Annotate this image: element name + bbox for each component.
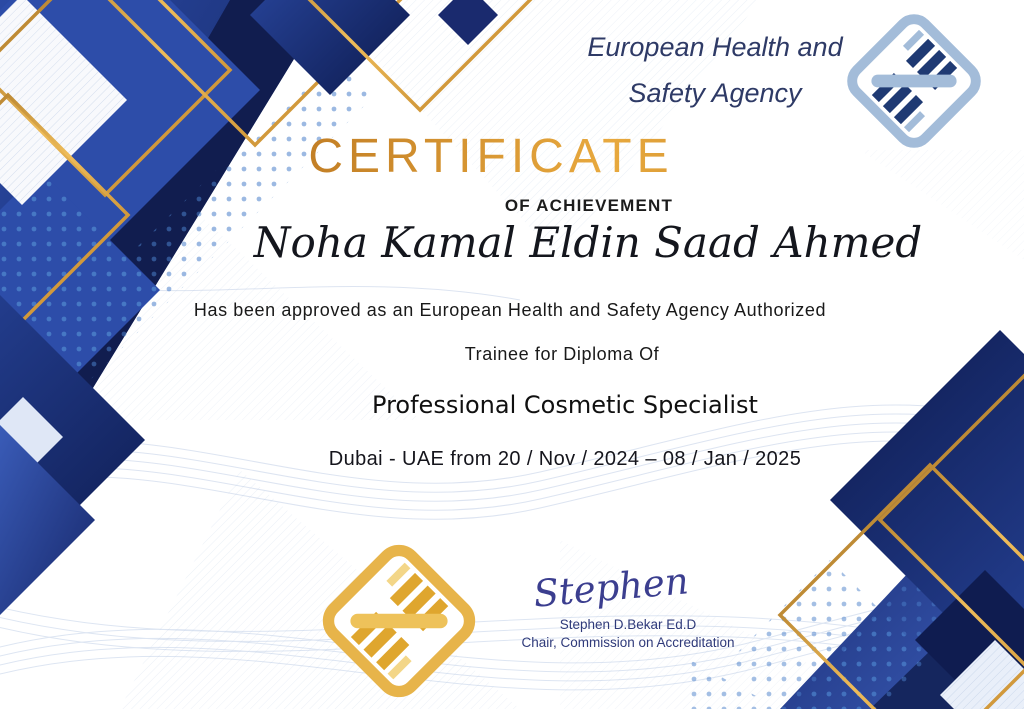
trainee-text: Trainee for Diploma Of: [464, 344, 660, 364]
signer-name: Stephen D.Bekar Ed.D: [559, 617, 697, 632]
agency-name-line1: European Health and: [587, 32, 843, 62]
agency-logo-gold-icon: [318, 540, 480, 702]
certificate-title: CERTIFICATE: [0, 129, 982, 184]
signature-script: Stephen: [531, 559, 691, 616]
agency-name-line2: Safety Agency: [628, 78, 802, 109]
date-location: Dubai - UAE from 20 / Nov / 2024 – 08 / Jan / 2025: [328, 448, 802, 470]
corner-decoration-bottom-right: [690, 330, 1024, 709]
program-title: Professional Cosmetic Specialist: [372, 391, 758, 419]
signature-block: [478, 559, 778, 650]
approval-text: Has been approved as an European Health and Safety Agency Authorized: [193, 300, 827, 320]
signer-title: Chair, Commission on Accreditation: [521, 635, 735, 650]
agency-name: [553, 24, 877, 117]
certificate-subtitle: OF ACHIEVEMENT: [504, 196, 674, 215]
recipient-name: Noha Kamal Eldin Saad Ahmed: [253, 218, 923, 267]
